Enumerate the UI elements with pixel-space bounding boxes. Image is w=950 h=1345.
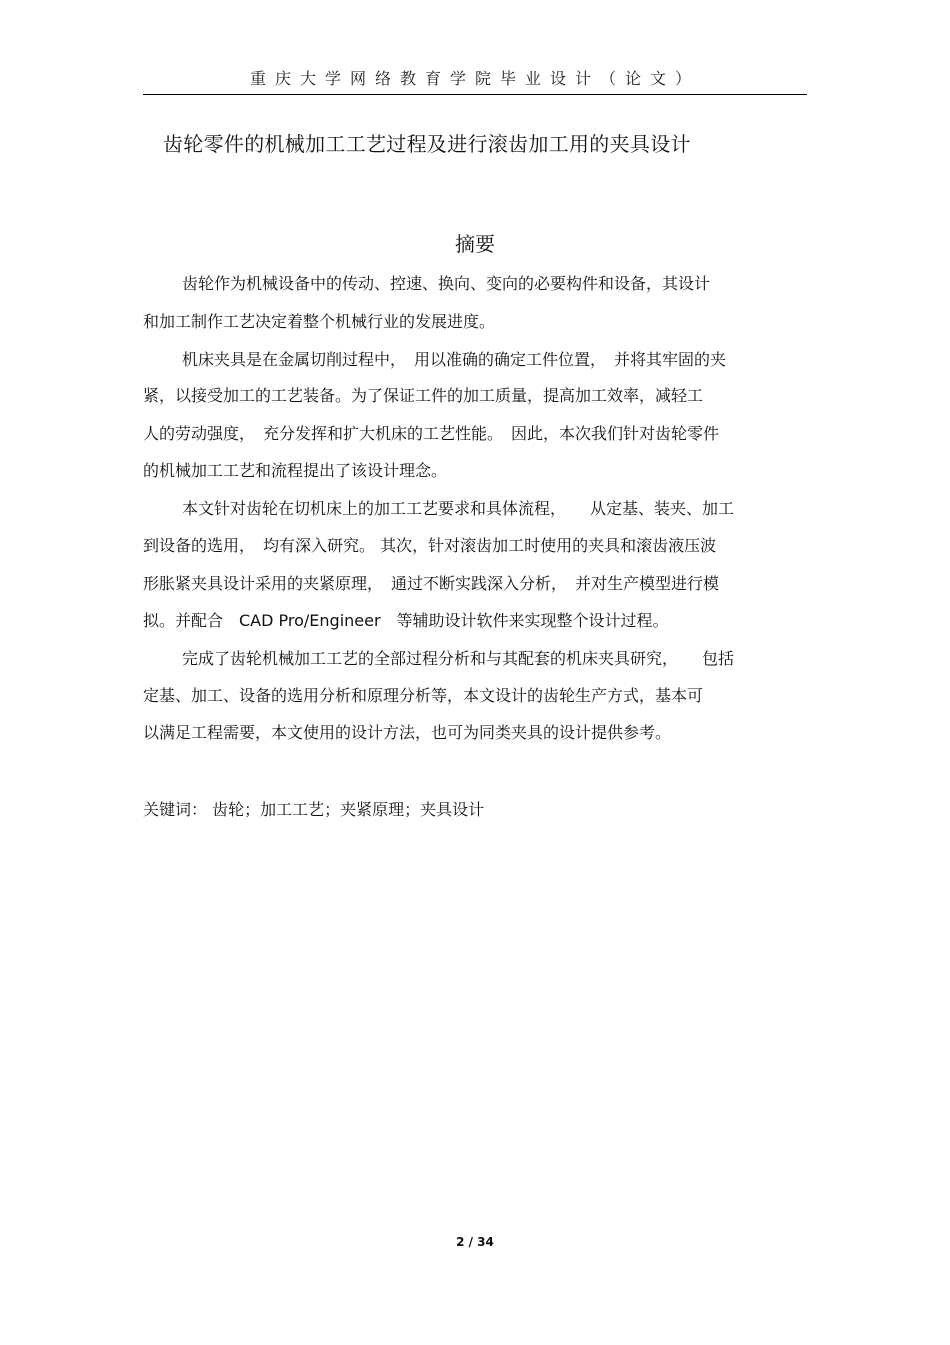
abstract-line: 完成了齿轮机械加工工艺的全部过程分析和与其配套的机床夹具研究， 包括 xyxy=(182,649,735,668)
abstract-line: 紧，以接受加工的工艺装备。为了保证工件的加工质量，提高加工效率，减轻工 xyxy=(143,386,704,405)
abstract-line: 机床夹具是在金属切削过程中， 用以准确的确定工件位置， 并将其牢固的夹 xyxy=(182,350,727,369)
abstract-line: 和加工制作工艺决定着整个机械行业的发展进度。 xyxy=(143,312,496,331)
header-rule xyxy=(143,94,807,95)
abstract-heading: 摘要 xyxy=(455,232,495,256)
abstract-line: 拟。并配合 CAD Pro/Engineer 等辅助设计软件来实现整个设计过程。 xyxy=(143,611,669,630)
abstract-line: 齿轮作为机械设备中的传动、控速、换向、变向的必要构件和设备，其设计 xyxy=(182,274,711,293)
abstract-line: 人的劳动强度， 充分发挥和扩大机床的工艺性能。 因此，本次我们针对齿轮零件 xyxy=(143,424,720,443)
page-header: 重庆大学网络教育学院毕业设计（论文） xyxy=(249,69,700,88)
page-number: 2 / 34 xyxy=(456,1235,494,1249)
abstract-line: 形胀紧夹具设计采用的夹紧原理， 通过不断实践深入分析， 并对生产模型进行模 xyxy=(143,574,720,593)
abstract-line: 的机械加工工艺和流程提出了该设计理念。 xyxy=(143,461,448,480)
abstract-line: 以满足工程需要，本文使用的设计方法，也可为同类夹具的设计提供参考。 xyxy=(143,723,672,742)
abstract-line: 本文针对齿轮在切机床上的加工工艺要求和具体流程， 从定基、装夹、加工 xyxy=(182,499,735,518)
abstract-line: 到设备的选用， 均有深入研究。 其次，针对滚齿加工时使用的夹具和滚齿液压波 xyxy=(143,536,717,555)
keywords: 关键词： 齿轮；加工工艺；夹紧原理；夹具设计 xyxy=(143,800,485,819)
document-title: 齿轮零件的机械加工工艺过程及进行滚齿加工用的夹具设计 xyxy=(163,132,691,156)
abstract-line: 定基、加工、设备的选用分析和原理分析等，本文设计的齿轮生产方式，基本可 xyxy=(143,686,704,705)
